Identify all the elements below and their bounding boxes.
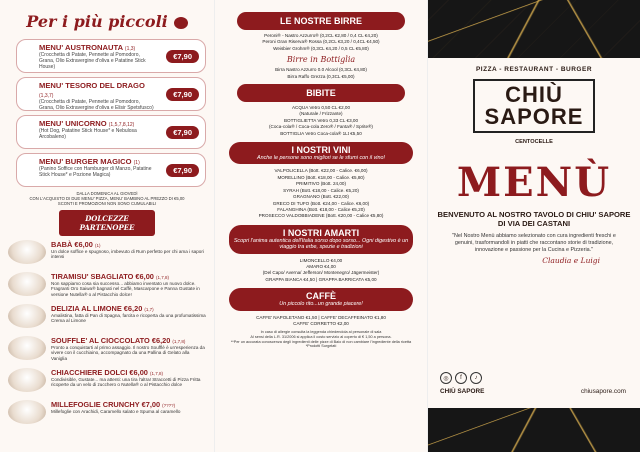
dessert-title: MILLEFOGLIE CRUNCHY €7,00 [51, 400, 161, 409]
dessert-item [8, 368, 206, 396]
allergy-footnote: In caso di allergie consulta la leggenda chiedendola al personale di sala Al sensi della L.R. 31/2006 si applica il costo servizio al coperto di € 1,50 a persona. **Per un accurata conoscenza degli ingredienti delle pizze di Baio di non cambiare l'ingrediente della ricetta *Prodotti Surgelati [230, 330, 412, 349]
beer-line: Peroni Gran Riserva® Rossa (0,2CL €3,20 / 0,4CL €4,50) [262, 39, 380, 45]
kids-menu-name [39, 157, 155, 166]
menu-heading: MENÙ [456, 159, 612, 206]
kids-menu-card [16, 39, 206, 73]
drinks-panel [214, 0, 427, 452]
kids-menu-desc: (Crocchetta di Patate, Pennette al Pomodoro, Grana, Olio Extravergine d'oliva e Patatine Stick House) [39, 52, 146, 70]
dessert-codes: (1,7,8) [149, 371, 163, 376]
website-link[interactable]: chiusapore.com [580, 388, 626, 395]
wine-line: PROSECCO VALDOBBIADENE (Bott. €20,00 - Calice €5,80) [258, 213, 384, 219]
kids-menu-name [39, 43, 155, 52]
drink-line: BOTTIGLIETTA Vetro 0,33 CL €3,00 [283, 117, 359, 123]
owners-signature: Claudia e Luigi [542, 256, 600, 266]
kids-desserts-panel [0, 0, 214, 452]
dessert-desc: Un dolce soffice e spugnoso, imbevuto di Rum perfetto per chi ama i sapori intensi [51, 249, 204, 260]
dessert-title: DELIZIA AL LIMONE €6,20 [51, 304, 143, 313]
facebook-icon[interactable]: f [455, 372, 467, 384]
kids-menu-name [39, 81, 155, 99]
drink-line: ACQUA Vetro 0,50 CL €2,00 [291, 105, 351, 111]
dessert-text [51, 304, 206, 324]
coffee-section [229, 288, 413, 310]
dessert-codes: (1) [94, 243, 101, 248]
kids-menu-codes: (1,3,7) [39, 93, 54, 99]
dessert-codes: (1,7,8) [172, 339, 186, 344]
drink-line: (Coca-cola® / Coca-cola Zero® / Fanta® / Sprite®) [269, 124, 373, 130]
wine-line: VALPOLICELLA (Bott. €22,00 - Calice. €6,00) [274, 168, 368, 174]
logo-city: CENTOCELLE [515, 139, 553, 145]
dessert-codes: (1,7) [144, 307, 154, 312]
wine-line: GRECO DI TUFO (Bott. €24,00 - Calice. €6,00) [272, 200, 370, 206]
dessert-codes: (????) [162, 403, 176, 408]
kids-menu-desc: (Crocchetta di Patate, Pennette al Pomodoro, Grana, Olio Extravergine d'oliva e Elisir Spetsfusco) [39, 99, 154, 111]
logo-line-2: SAPORE [484, 104, 584, 129]
heart-icon [174, 17, 188, 29]
dessert-name [51, 240, 206, 249]
logo-line-1: CHIÙ [505, 82, 563, 107]
wine-title: I NOSTRI VINI [291, 145, 351, 156]
kids-menu-codes: (1) [133, 160, 140, 166]
kids-menu-price: €7,90 [166, 50, 199, 63]
dessert-desc: Amalistina, fatta di Pan di Spagna, farcita e ricoperta da una profumatissima Crema al Limone [51, 313, 206, 324]
dessert-desc: Pronto a conquistarti al primo assaggio. Il nostro Soufflè è un'esperienza da vivere con il cucchiaino, accompagnato da una Pallina di Gelato alla Vaniglia [51, 345, 205, 361]
dessert-title: SOUFFLE' AL CIOCCOLATO €6,20 [51, 336, 171, 345]
desserts-ribbon: DOLCEZZE PARTENOPEE [59, 210, 155, 236]
dessert-photo [8, 240, 46, 264]
dessert-item [8, 336, 206, 364]
kids-menu-codes: (1,3) [124, 46, 136, 52]
amaro-line: AMARO €4,00 [306, 263, 336, 269]
kids-title: Per i più piccoli [8, 12, 206, 31]
wine-line: FALANGHINA (Bott. €18,00 - Calice €5,20) [277, 206, 365, 212]
wine-line: SYRAH (Bott. €18,00 - Calice. €5,20) [283, 187, 359, 193]
beer-line: Peroni® - Nastro Azzurro® (0,2CL €2,80 / 0,4 CL €4,20) [264, 33, 378, 38]
kids-menu-title: MENU' TESORO DEL DRAGO [39, 81, 145, 90]
dessert-desc: Non sappiamo cosa sia successo... abbiamo inventato un nuovo dolce. Fragranti Oro Saiwa® bagnati nel Caffè, Mascarpone e Panna Gustate in versione Nutella® o al Pistacchio dolce! [51, 281, 200, 297]
dessert-photo [8, 400, 46, 424]
dessert-text [51, 400, 206, 414]
wine-line: PRIMITIVO (Bott. 24,00) [295, 181, 347, 187]
kids-menu-desc: (Hot Dog, Patatine Stick House* e Nebulosa Arcobaleno) [39, 128, 137, 140]
kids-menu-card [16, 77, 206, 111]
dessert-text [51, 240, 206, 260]
dessert-name [51, 272, 206, 281]
kids-menu-price: €7,90 [166, 126, 199, 139]
dessert-photo [8, 272, 46, 296]
beer-section-title: LE NOSTRE BIRRE [237, 12, 405, 30]
coffee-subtitle: Un piccolo rito...un grande piacere! [279, 301, 363, 308]
kids-menu-card [16, 153, 206, 187]
coffee-line: CAFFE' CORRETTO €2,00 [293, 320, 349, 326]
kids-menu-name [39, 119, 155, 128]
amaro-line: (Del Capo/ Averna/ Jefferson/ Montenegro/ Jägermeister) [262, 270, 380, 276]
intro-quote: "Nel Nostro Menù abbiamo selezionato con cura ingredienti freschi e genuini, trasformandoli in piatti che raccontano storie di tradizione, innovazione e passione per la Cucina e Pizzeria." [452, 233, 616, 253]
dessert-text [51, 368, 206, 388]
drink-line: BOTTIGLIA Vetro Coca-cola® 1Lt €5,50 [280, 130, 362, 136]
welcome-text: BENVENUTO AL NOSTRO TAVOLO DI CHIU' SAPORE DI VIA DEI CASTANI [437, 210, 631, 228]
wine-section [229, 142, 413, 164]
bottle-beer-line: Birra Raffo Grezza (0,3CL €5,00) [287, 73, 355, 79]
drinks-section-title: BIBITE [237, 84, 405, 102]
dessert-item [8, 272, 206, 300]
dessert-title: CHIACCHIERE DOLCI €6,00 [51, 368, 148, 377]
dessert-desc: Millefoglie con Arachidi, Caramello salato e Spuma al caramello [51, 409, 181, 414]
coffee-line: CAFFE' NAPOLETANO €1,50 | CAFFE' DECAFFEINATO €1,80 [256, 314, 386, 320]
wine-line: GRAGNANO (Bott. €22,00) [293, 194, 349, 200]
amari-subtitle: Scopri l'anima autentica dell'Italia sorso dopo sorso... Ogni digestivo è un viaggio tra erbe, spezie e tradizioni [233, 237, 409, 251]
drink-line: (Naturale / Frizzante) [299, 111, 343, 117]
dessert-name [51, 400, 206, 409]
kids-menu-price: €7,90 [166, 164, 199, 177]
kids-menu-title: MENU' AUSTRONAUTA [39, 43, 123, 52]
brand-name-footer: CHIÙ SAPORE [440, 388, 485, 395]
coffee-title: CAFFÈ [306, 291, 336, 302]
dessert-item [8, 304, 206, 332]
kids-menu-card [16, 115, 206, 149]
dessert-text [51, 336, 206, 361]
logo-wordmark [473, 79, 596, 133]
kids-menu-desc: (Panino Soffice con Hamburger di Manzo, Patatine Stick House* e Pozione Magica) [39, 166, 152, 178]
instagram-icon[interactable]: ◎ [440, 372, 452, 384]
dessert-title: TIRAMISU' SBAGLIATO €6,00 [51, 272, 154, 281]
amaro-line: LIMONCELLO €4,00 [299, 257, 343, 263]
dessert-name [51, 368, 206, 377]
kids-menu-price: €7,90 [166, 88, 199, 101]
dessert-photo [8, 304, 46, 328]
kids-menu-title: MENU' BURGER MAGICO [39, 157, 132, 166]
tiktok-icon[interactable]: ♪ [470, 372, 482, 384]
kids-menu-title: MENU' UNICORNO [39, 119, 107, 128]
dessert-item [8, 400, 206, 428]
dessert-text [51, 272, 206, 297]
decorative-marble-bottom [428, 408, 640, 452]
bottle-subtitle: Birre in Bottiglia [286, 55, 356, 65]
amari-title: I NOSTRI AMARTI [282, 227, 360, 238]
cover-panel [427, 0, 640, 452]
wine-subtitle: Anche le persone sono migliori se le sfumi con il vino! [257, 155, 385, 162]
promo-note: DALLA DOMENICA AL GIOVEDÌ CON L'ACQUISTO DI DUE MENU' PIZZA, MENU' BAMBINO AL PREZZO DI €5,00 SCONTI E PROMOZIONI NON SONO CUMULABILI [29, 191, 185, 206]
beer-line: Weisbier Grohm® (0,3CL €4,20 / 0,5 CL €5,80) [273, 45, 369, 51]
dessert-name [51, 336, 206, 345]
dessert-desc: Condivisible, Gustate... ma attenti: una tira l'altra! Straccetti di Pizza Fritta ricoperte da un velo di zucchero o Nutella® o al Pistacchio dolce [51, 377, 201, 388]
dessert-codes: (1,7,8) [155, 275, 169, 280]
bottle-beer-line: Birra Nastro Azzurro 0.0 Alcool (0,3CL €4,80) [275, 67, 367, 73]
wine-line: MORELLINO (Bott. €18,00 - Calice. €5,80) [277, 174, 365, 180]
restaurant-logo [428, 66, 640, 145]
amaro-line: GRAPPA BIANCA €4,50 | GRAPPA BARRICATA €5,00 [265, 276, 377, 282]
social-icons [440, 372, 482, 384]
dessert-title: BABÀ €6,00 [51, 240, 93, 249]
amari-section [229, 225, 413, 254]
dessert-photo [8, 336, 46, 360]
dessert-item [8, 240, 206, 268]
dessert-name [51, 304, 206, 313]
logo-tagline: PIZZA - RESTAURANT - BURGER [475, 66, 593, 73]
dessert-photo [8, 368, 46, 392]
kids-menu-codes: (1,5,7,8,12) [108, 122, 135, 128]
decorative-marble-top [428, 0, 640, 58]
